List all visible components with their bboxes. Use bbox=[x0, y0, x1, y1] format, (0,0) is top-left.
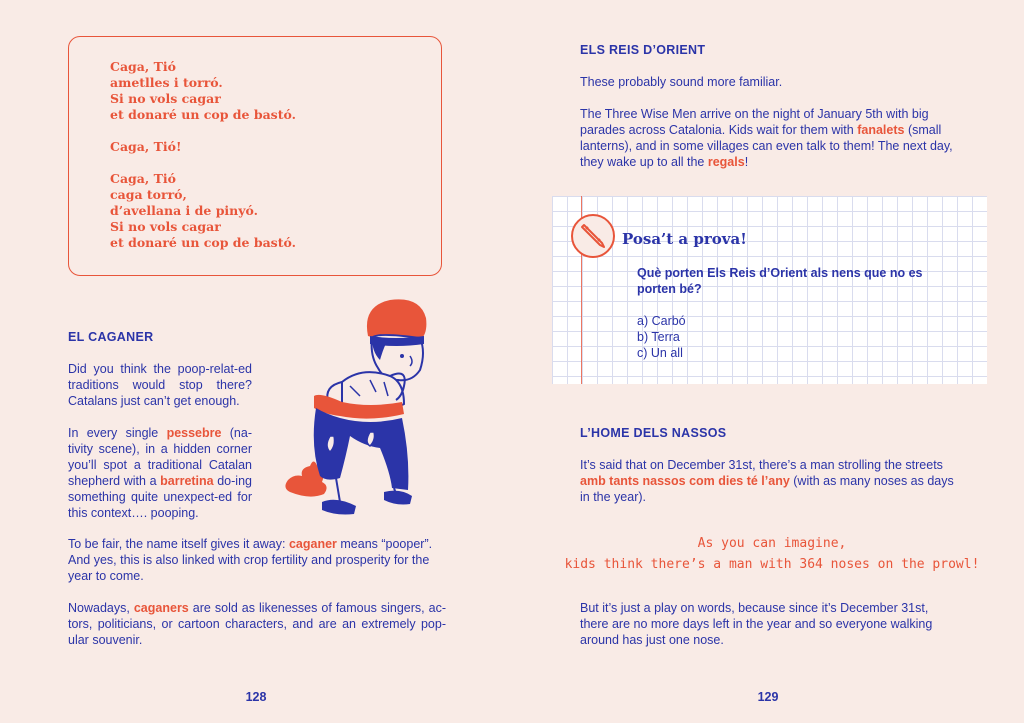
quiz-title: Posa’t a prova! bbox=[622, 230, 747, 248]
reis-paragraph-2 bbox=[580, 106, 960, 170]
page-number: 128 bbox=[245, 690, 267, 704]
nassos-paragraph-2: But it’s just a play on words, because since it’s December 31st, there are no more days left in the year and so everyone walking around has just one nose. bbox=[580, 601, 933, 647]
page-number: 129 bbox=[757, 690, 779, 704]
caganer-heading: EL CAGANER bbox=[68, 330, 154, 344]
caganer-paragraph-1: Did you think the poop-relat-ed traditions would stop there? Catalans just can’t get enough. bbox=[68, 362, 252, 408]
quiz-question: Què porten Els Reis d’Orient als nens que no es porten bé? bbox=[637, 266, 923, 296]
quiz-options bbox=[637, 313, 686, 361]
text: It’s said that on December 31st, there’s a man strolling the streets bbox=[580, 458, 943, 472]
text: To be fair, the name itself gives it away: bbox=[68, 537, 289, 551]
text: means “pooper”. And yes, this is also linked with crop fertility and prosperity for the year to come. bbox=[68, 537, 433, 583]
highlight-barretina: barretina bbox=[160, 474, 214, 488]
text: Nowadays, bbox=[68, 601, 134, 615]
text: (small lanterns), and in some villages can even talk to them! The next day, they wake up to all the bbox=[580, 123, 953, 169]
nassos-heading: L’HOME DELS NASSOS bbox=[580, 426, 727, 440]
pencil-icon bbox=[570, 213, 616, 259]
caganer-paragraph-2 bbox=[68, 425, 252, 521]
highlight-caganer: caganer bbox=[288, 537, 337, 551]
highlight-regals: regals bbox=[707, 155, 745, 169]
handwritten-note-line-2: kids think there’s a man with 364 noses on the prowl! bbox=[564, 557, 980, 572]
highlight-fanalets: fanalets bbox=[857, 123, 905, 137]
text: do-ing something quite unexpect-ed for this context…. pooping. bbox=[68, 474, 252, 520]
text: (with as many noses as days in the year). bbox=[580, 474, 954, 504]
quiz-option: c) Un all bbox=[637, 346, 683, 360]
text: ! bbox=[744, 155, 749, 169]
quiz-option: a) Carbó bbox=[637, 314, 686, 328]
highlight-caganers: caganers bbox=[133, 601, 189, 615]
handwritten-note-line-1: As you can imagine, bbox=[697, 536, 847, 551]
right-page bbox=[512, 0, 1024, 723]
reis-heading: ELS REIS D’ORIENT bbox=[580, 43, 706, 57]
poem-stanza-1: Caga, Tió ametlles i torró. Si no vols cagar et donaré un cop de bastó. bbox=[110, 59, 296, 122]
text: In every single bbox=[68, 426, 167, 440]
text: (na-tivity scene), in a hidden corner you’ll spot a traditional Catalan shepherd with a bbox=[68, 426, 252, 488]
quiz-option: b) Terra bbox=[637, 330, 680, 344]
text: are sold as likenesses of famous singers, ac-tors, politicians, or cartoon characters, and are an extremely pop-ular souvenir. bbox=[68, 601, 446, 647]
nassos-paragraph-1 bbox=[580, 457, 960, 505]
caganer-paragraph-4 bbox=[68, 600, 446, 648]
text: The Three Wise Men arrive on the night of January 5th with big parades across Catalonia. Kids wait for them with bbox=[580, 107, 929, 137]
highlight-pessebre: pessebre bbox=[166, 426, 222, 440]
poem-stanza-2: Caga, Tió! bbox=[110, 139, 182, 154]
highlight-nassos: amb tants nassos com dies té l’any bbox=[580, 474, 790, 488]
quiz-box bbox=[552, 196, 987, 384]
poem-box bbox=[68, 36, 442, 276]
reis-paragraph-1: These probably sound more familiar. bbox=[580, 75, 783, 89]
caganer-illustration bbox=[280, 296, 460, 526]
caganer-paragraph-3 bbox=[68, 536, 446, 584]
poem-stanza-3: Caga, Tió caga torró, d’avellana i de pinyó. Si no vols cagar et donaré un cop de bastó. bbox=[110, 171, 296, 250]
